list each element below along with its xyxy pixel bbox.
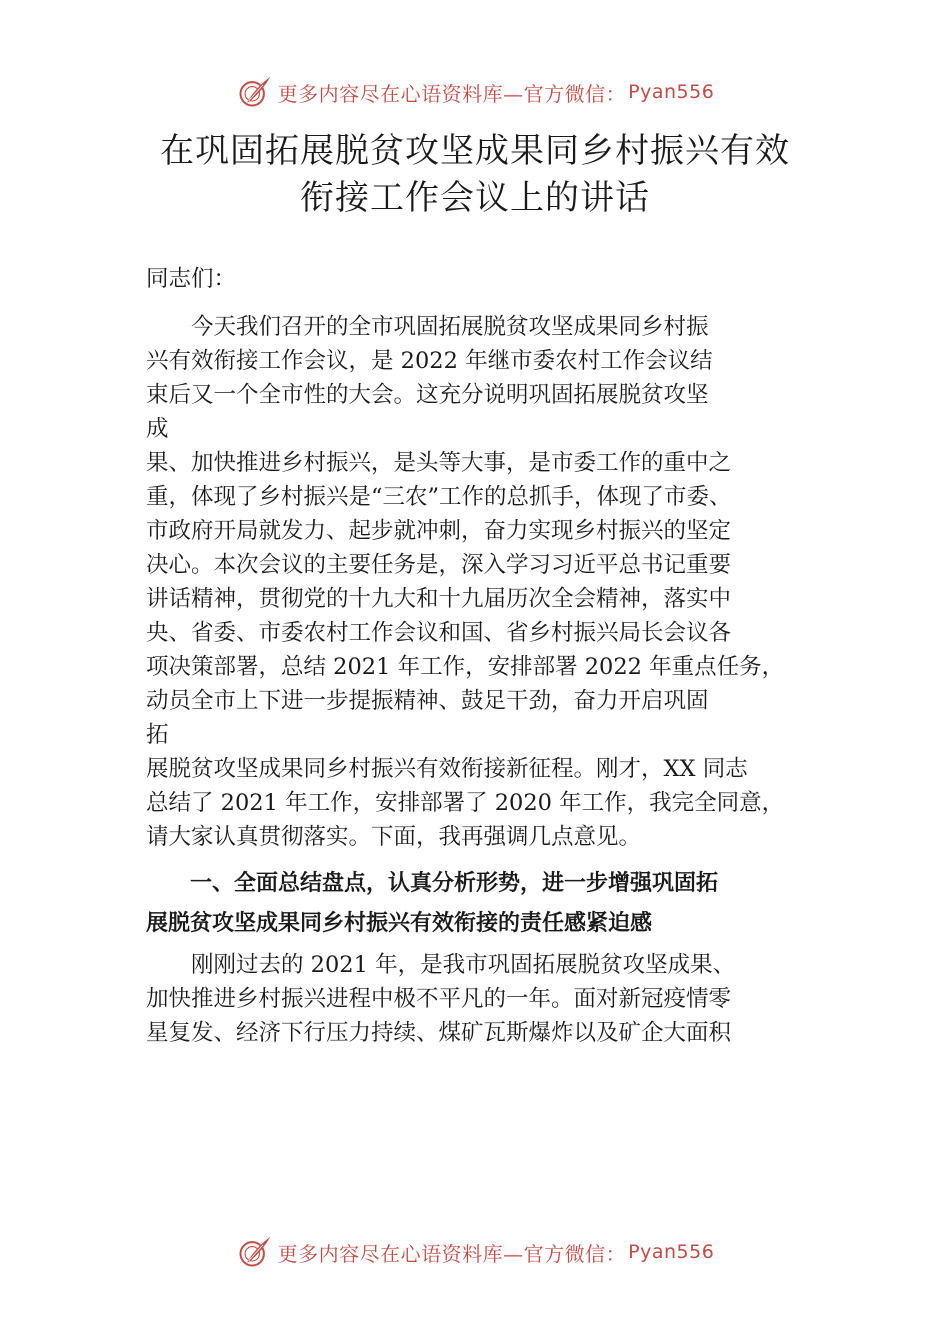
paragraph-line: 重，体现了乡村振兴是“三农”工作的总抓手，体现了市委、 (146, 484, 732, 510)
watermark-footer (0, 1230, 950, 1274)
paragraph-line: 兴有效衔接工作会议，是 2022 年继市委农村工作会议结 (146, 348, 713, 374)
heading-line: 展脱贫攻坚成果同乡村振兴有效衔接的责任感紧迫感 (146, 911, 653, 936)
watermark-header (0, 70, 950, 114)
document-body (146, 262, 818, 1050)
watermark-wechat-id: Pyan556 (628, 81, 715, 103)
paragraph-line: 今天我们召开的全市巩固拓展脱贫攻坚成果同乡村振 (146, 314, 709, 340)
paragraph-line: 请大家认真贯彻落实。下面，我再强调几点意见。 (146, 824, 642, 850)
watermark-wechat-id: Pyan556 (628, 1241, 715, 1263)
quill-seal-icon (236, 74, 272, 110)
watermark-text: 更多内容尽在心语资料库—官方微信： (277, 1241, 627, 1266)
paragraph-line: 成 (146, 416, 169, 442)
quill-seal-icon (236, 1234, 272, 1270)
paragraph-line: 展脱贫攻坚成果同乡村振兴有效衔接新征程。刚才，XX 同志 (146, 756, 748, 782)
salutation: 同志们： (146, 266, 237, 292)
paragraph-1 (146, 310, 818, 854)
paragraph-line: 总结了 2021 年工作，安排部署了 2020 年工作，我完全同意， (146, 790, 785, 816)
paragraph-2 (146, 948, 818, 1050)
document-title (0, 128, 950, 222)
paragraph-line: 决心。本次会议的主要任务是，深入学习习近平总书记重要 (146, 552, 732, 578)
title-line-2: 衔接工作会议上的讲话 (300, 178, 650, 218)
paragraph-line: 果、加快推进乡村振兴，是头等大事，是市委工作的重中之 (146, 450, 732, 476)
paragraph-line: 央、省委、市委农村工作会议和国、省乡村振兴局长会议各 (146, 620, 732, 646)
paragraph-line: 束后又一个全市性的大会。这充分说明巩固拓展脱贫攻坚 (146, 382, 709, 408)
heading-line: 一、全面总结盘点，认真分析形势，进一步增强巩固拓 (146, 871, 719, 896)
paragraph-line: 刚刚过去的 2021 年，是我市巩固拓展脱贫攻坚成果、 (146, 952, 736, 978)
paragraph-line: 讲话精神，贯彻党的十九大和十九届历次全会精神，落实中 (146, 586, 732, 612)
section-heading-1 (146, 864, 818, 944)
paragraph-line: 拓 (146, 722, 169, 748)
paragraph-line: 项决策部署，总结 2021 年工作，安排部署 2022 年重点任务， (146, 654, 785, 680)
title-line-1: 在巩固拓展脱贫攻坚成果同乡村振兴有效 (160, 131, 790, 171)
paragraph-line: 动员全市上下进一步提振精神、鼓足干劲，奋力开启巩固 (146, 688, 709, 714)
paragraph-line: 市政府开局就发力、起步就冲刺，奋力实现乡村振兴的坚定 (146, 518, 732, 544)
paragraph-line: 星复发、经济下行压力持续、煤矿瓦斯爆炸以及矿企大面积 (146, 1020, 732, 1046)
paragraph-line: 加快推进乡村振兴进程中极不平凡的一年。面对新冠疫情零 (146, 986, 732, 1012)
watermark-text: 更多内容尽在心语资料库—官方微信： (277, 81, 627, 106)
